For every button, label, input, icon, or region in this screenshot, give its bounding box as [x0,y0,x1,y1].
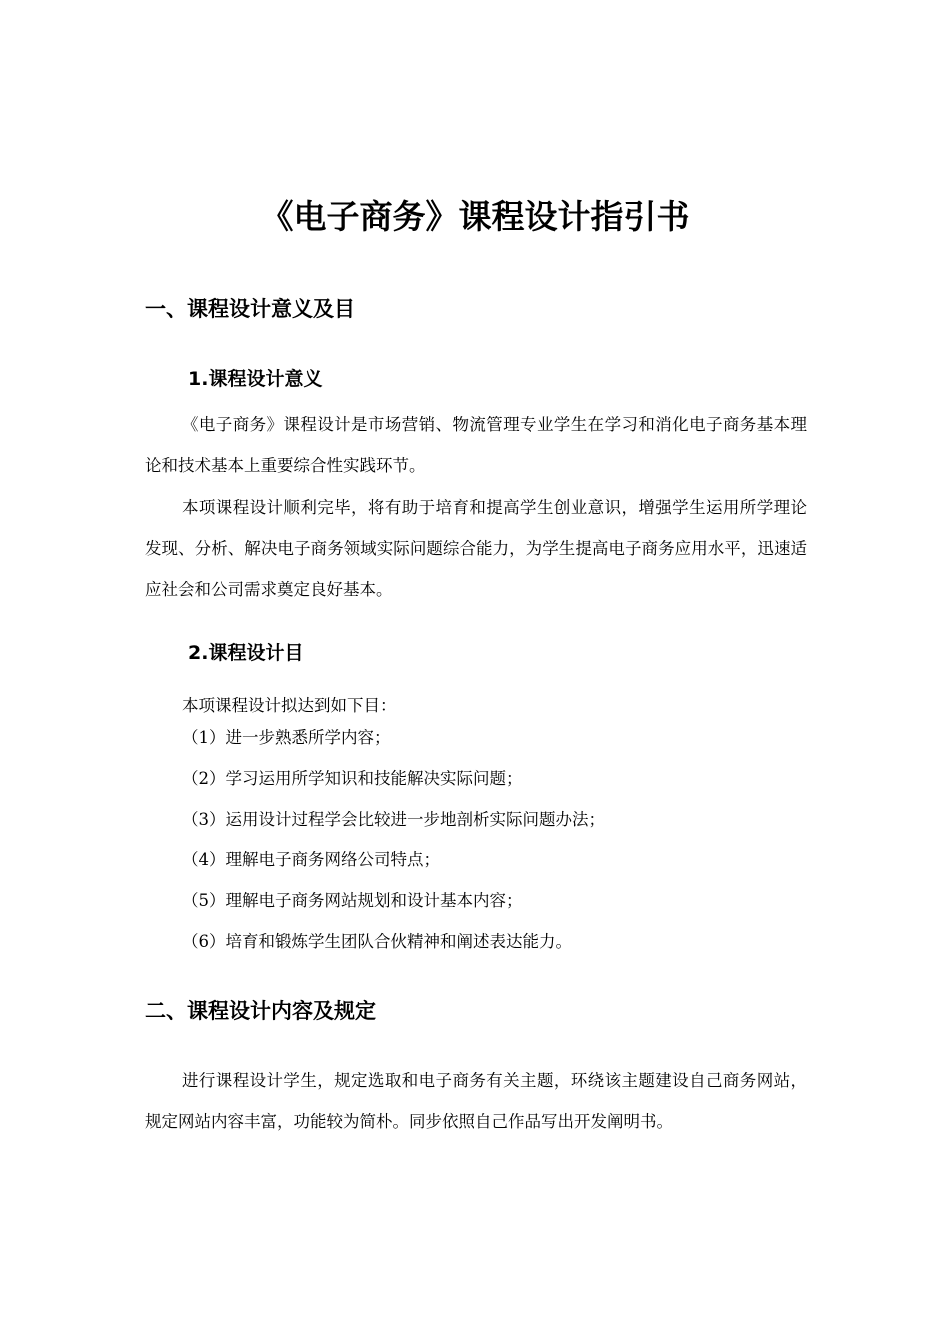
subsection-heading-goals: 2.课程设计目 [188,642,304,664]
list-item: （5）理解电子商务网站规划和设计基本内容； [182,891,523,911]
list-item: （2）学习运用所学知识和技能解决实际问题； [182,768,523,788]
list-item: （3）运用设计过程学会比较进一步地剖析实际问题办法； [182,809,605,829]
paragraph-significance-1: 《电子商务》课程设计是市场营销、物流管理专业学生在学习和消化电子商务基本理论和技术基本上重要综合性实践环节。 [145,415,807,475]
list-item: （1）进一步熟悉所学内容； [182,728,391,747]
goals-list [182,718,605,963]
paragraph-significance-2: 本项课程设计顺利完毕，将有助于培育和提高学生创业意识，增强学生运用所学理论发现、分析、解决电子商务领域实际问题综合能力，为学生提高电子商务应用水平，迅速适应社会和公司需求奠定良好基本。 [145,498,807,599]
list-item: （6）培育和锻炼学生团队合伙精神和阐述表达能力。 [182,931,572,951]
section-heading-purpose: 一、课程设计意义及目 [145,297,355,321]
goals-lead-text: 本项课程设计拟达到如下目： [182,696,397,715]
paragraph-content-1: 进行课程设计学生，规定选取和电子商务有关主题，环绕该主题建设自己商务网站，规定网站内容丰富，功能较为简朴。同步依照自己作品写出开发阐明书。 [145,1071,807,1131]
subsection-heading-significance: 1.课程设计意义 [188,368,323,390]
list-item: （4）理解电子商务网络公司特点； [182,850,440,870]
section-heading-content: 二、课程设计内容及规定 [145,999,376,1023]
document-title: 《电子商务》课程设计指引书 [260,197,690,236]
